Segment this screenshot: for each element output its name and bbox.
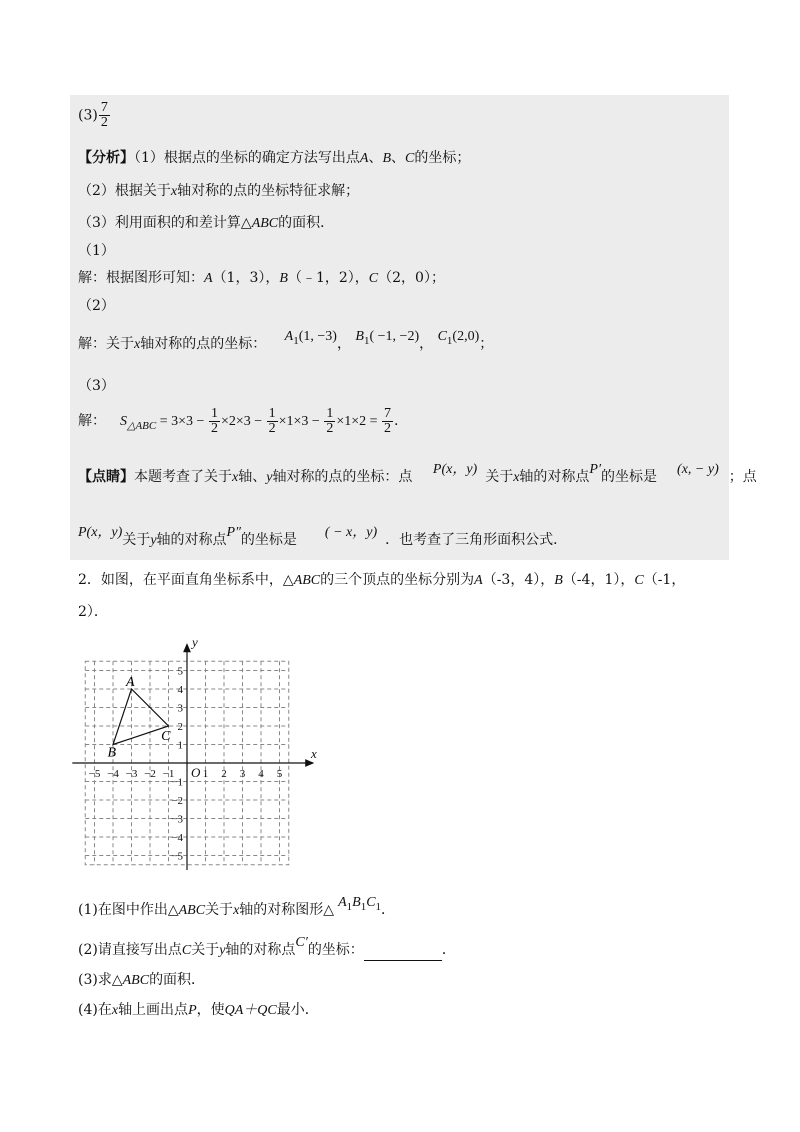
y-tick-label: −4 [171, 832, 183, 844]
part2-solution: 解：关于x轴对称的点的坐标： $A_1(1$, −3)， $B_1( -1$, −2)， $C_1(2,0)$； [78, 329, 494, 352]
y-tick-label: −5 [171, 850, 183, 863]
answer-fraction: $\frac{7}{2}$ [100, 100, 108, 130]
y-tick-label: −3 [171, 813, 183, 826]
item-1: (1)在图中作出△ABC关于x轴的对称图形△ $A_1B_1C_1$． [78, 895, 396, 918]
q2-line-2: 2）． [78, 604, 108, 620]
x-tick-label: 4 [258, 768, 264, 780]
analysis-line-3: （3）利用面积的和差计算△ABC的面积． [78, 215, 335, 231]
x-tick-label: 5 [276, 768, 283, 780]
comment-tag: 【点睛】 [78, 469, 134, 485]
part1-label: （1） [78, 243, 115, 259]
part3-label: （3） [78, 378, 115, 394]
y-arrow-icon [184, 645, 190, 652]
analysis-line-1: 【分析】（1）根据点的坐标的确定方法写出点A、B、C的坐标； [78, 150, 471, 166]
x-tick-label: 2 [221, 768, 227, 780]
y-tick-label: −2 [171, 795, 183, 807]
x-tick-label: −3 [125, 768, 138, 780]
part1-solution: 解：根据图形可知：A（1，3），B（﹣1，2），C（2，0）； [78, 270, 445, 286]
answer-blank[interactable] [364, 946, 442, 961]
x-tick-label: −5 [88, 768, 101, 780]
x-tick-label: 1 [202, 768, 209, 780]
y-tick-label: −1 [171, 776, 183, 789]
y-tick-label: 1 [177, 739, 183, 752]
y-axis-label: y [192, 634, 198, 650]
analysis-line-2: （2）根据关于x轴对称的点的坐标特征求解； [78, 183, 360, 199]
part3-solution: 解： $S_{\triangle ABC} = 3\times 3$ − $\frac{1}{2}$ ×2×3 − $\frac{1}{2}$ ×1×3 − $\frac{1}{2}$ ×1×2 = $\frac{7}{2}$ . [78, 405, 399, 436]
answer-prefix: (3) [78, 107, 98, 124]
x-tick-label: 3 [239, 768, 246, 780]
coordinate-graph [70, 630, 320, 870]
item-4: (4)在x轴上画出点P，使QA＋QC最小． [78, 1002, 319, 1018]
x-tick-label: −4 [107, 768, 119, 780]
y-tick-label: 5 [177, 665, 183, 678]
y-tick-label: 3 [177, 702, 183, 715]
part2-label: （2） [78, 298, 115, 314]
analysis-tag: 【分析】 [78, 150, 134, 166]
y-tick-label: 4 [177, 684, 183, 696]
y-tick-label: 2 [177, 721, 183, 733]
point-b-label: B [107, 745, 117, 761]
item-2: (2)请直接写出点C关于y轴的对称点C′的坐标： ． [78, 940, 456, 961]
x-tick-label: −2 [144, 768, 156, 780]
answer-3 [78, 101, 111, 130]
q2-line-1: 2．如图，在平面直角坐标系中，△ABC的三个顶点的坐标分别为A（-3，4），B（-4，1），C（-1， [78, 572, 686, 588]
comment-line-2: P(x，y)关于y轴的对称点P″的坐标是 ( − x，y) ．也考查了三角形面积公式． [78, 525, 568, 548]
x-tick-label: −1 [162, 768, 175, 780]
point-a-label: A [125, 675, 135, 690]
origin-label: O [191, 765, 201, 780]
x-axis-label: x [310, 746, 317, 761]
comment-line-1: 【点睛】本题考查了关于x轴、y轴对称的点的坐标：点 P(x，y) 关于x轴的对称点P′的坐标是 (x, − y) ；点 [78, 462, 757, 485]
item-3: (3)求△ABC的面积． [78, 972, 206, 988]
point-c-label: C [161, 729, 171, 744]
